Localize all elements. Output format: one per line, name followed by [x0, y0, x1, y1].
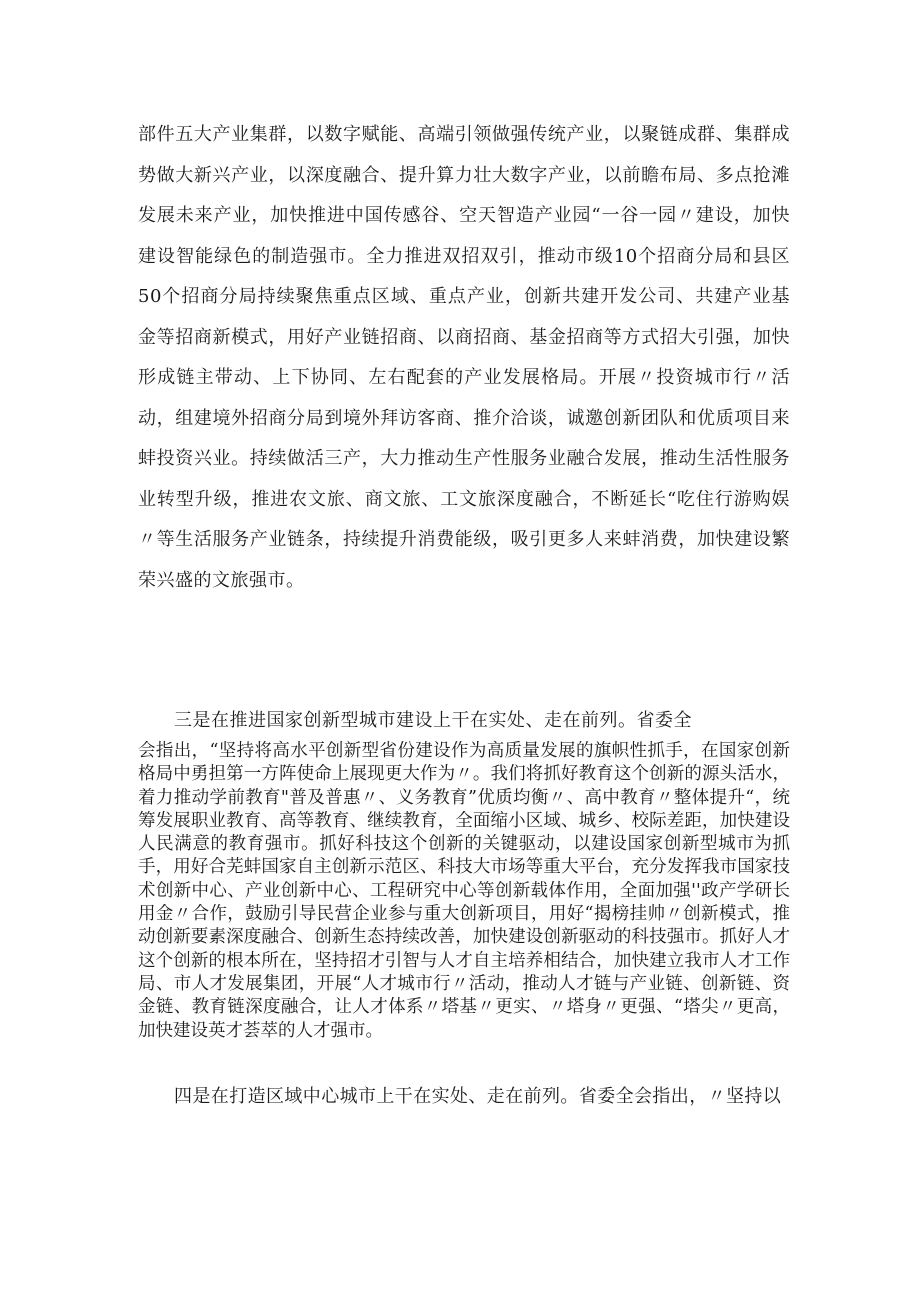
section-heading-paragraph-4: 四是在打造区域中心城市上干在实处、走在前列。省委全会指出，〃坚持以	[174, 1086, 782, 1107]
body-paragraph-1: 部件五大产业集群，以数字赋能、高端引领做强传统产业，以聚链成群、集群成势做大新兴产业，以深度融合、提升算力壮大数字产业，以前瞻布局、多点抢滩发展未来产业，加快推进中国传感谷、空天智造产业园“一谷一园〃建设，加快建设智能绿色的制造强市。全力推进双招双引，推动市级10个招商分局和县区50个招商分局持续聚焦重点区域、重点产业，创新共建开发公司、共建产业基金等招商新模式，用好产业链招商、以商招商、基金招商等方式招大引强，加快形成链主带动、上下协同、左右配套的产业发展格局。开展〃投资城市行〃活动，组建境外招商分局到境外拜访客商、推介洽谈，诚邀创新团队和优质项目来蚌投资兴业。持续做活三产，大力推动生产性服务业融合发展，推动生活性服务业转型升级，推进农文旅、商文旅、工文旅深度融合，不断延长“吃住行游购娱〃等生活服务产业链条，持续提升消费能级，吸引更多人来蚌消费，加快建设繁荣兴盛的文旅强市。	[138, 124, 790, 591]
body-paragraph-3-continued: 会指出，“坚持将高水平创新型省份建设作为高质量发展的旗帜性抓手，在国家创新格局中勇担第一方阵使命上展现更大作为〃。我们将抓好教育这个创新的源头活水，着力推动学前教育"普及普惠〃、义务教育”优质均衡〃、高中教育〃整体提升“，统筹发展职业教育、高等教育、继续教育，全面缩小区域、城乡、校际差距，加快建设人民满意的教育强市。抓好科技这个创新的关键驱动，以建设国家创新型城市为抓手，用好合芜蚌国家自主创新示范区、科技大市场等重大平台，充分发挥我市国家技术创新中心、产业创新中心、工程研究中心等创新载体作用，全面加强''政产学研长用金〃合作，鼓励引导民营企业参与重大创新项目，用好“揭榜挂帅〃创新模式，推动创新要素深度融合、创新生态持续改善，加快建设创新驱动的科技强市。抓好人才这个创新的根本所在，坚持招才引智与人才自主培养相结合，加快建立我市人才工作局、市人才发展集团，开展“人才城市行〃活动，推动人才链与产业链、创新链、资金链、教育链深度融合，让人才体系〃塔基〃更实、〃塔身〃更强、“塔尖〃更高，加快建设英才荟萃的人才强市。	[138, 741, 790, 1041]
section-heading-paragraph-3: 三是在推进国家创新型城市建设上干在实处、走在前列。省委全	[174, 710, 692, 731]
